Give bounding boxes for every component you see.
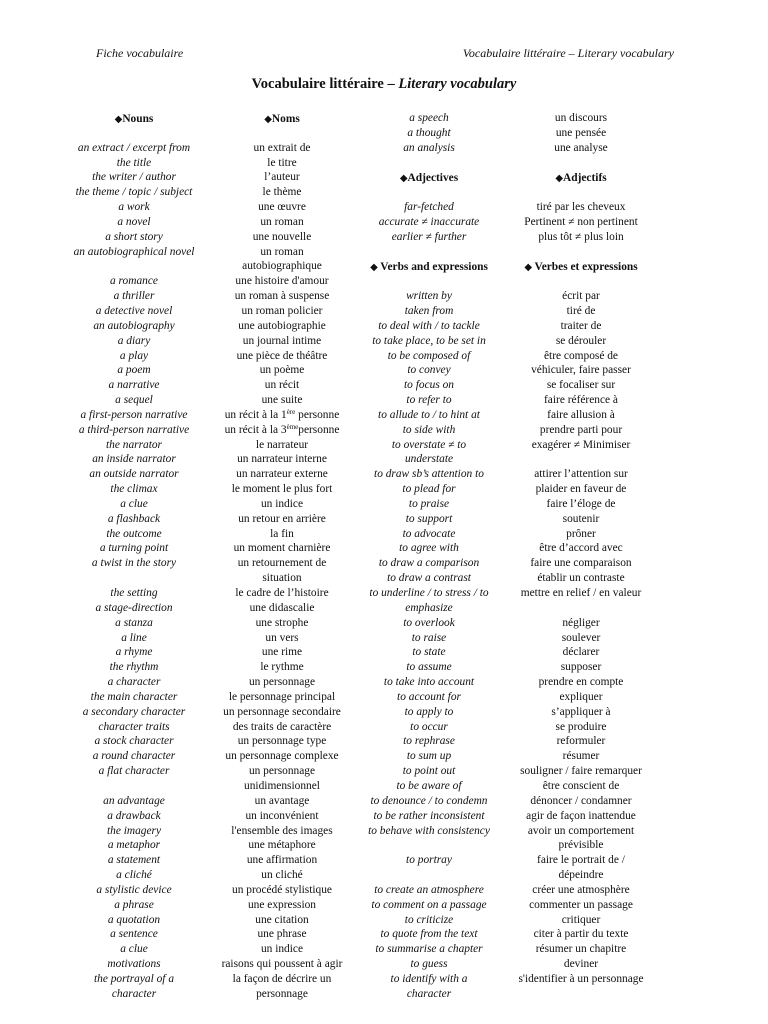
diamond-icon: ◆	[114, 114, 123, 125]
section-heading-text: Verbs and expressions	[380, 261, 488, 274]
vocab-entry: dénoncer / condamner	[530, 794, 632, 807]
vocab-entry: to advocate	[402, 527, 456, 540]
vocab-entry: to take into account	[383, 676, 475, 689]
vocab-entry: to raise	[411, 631, 447, 644]
vocab-entry-pre: un récit à la 1	[224, 408, 287, 421]
spacer	[58, 571, 210, 586]
vocab-entry: to refer to	[406, 394, 452, 407]
vocab-entry: to quote from the text	[380, 928, 478, 941]
vocab-entry: a stylistic device	[96, 883, 172, 896]
vocab-entry: to underline / to stress / to	[369, 587, 489, 599]
vocab-entry: an analysis	[403, 141, 455, 154]
vocab-entry: une didascalie	[249, 601, 315, 614]
vocab-entry: a poem	[117, 364, 151, 377]
vocab-entry: traiter de	[560, 319, 602, 332]
vocab-entry: to rephrase	[403, 735, 455, 748]
vocab-entry: un procédé stylistique	[232, 883, 332, 896]
vocab-entry: faire référence à	[544, 394, 618, 407]
vocab-entry-sup: ème	[286, 422, 299, 431]
vocab-entry: le rythme	[260, 661, 304, 674]
vocab-entry: plus tôt ≠ plus loin	[538, 230, 624, 243]
page-title-main: Vocabulaire littéraire –	[251, 76, 399, 92]
vocab-entry: expliquer	[559, 690, 603, 703]
vocab-entry: le moment le plus fort	[231, 483, 333, 496]
vocab-entry: the climax	[110, 483, 158, 496]
vocab-entry: attirer l’attention sur	[534, 468, 628, 481]
diamond-icon: ◆	[370, 262, 381, 274]
vocab-entry: un narrateur interne	[237, 453, 327, 466]
vocab-entry: a clue	[120, 497, 148, 510]
vocab-entry: exagérer ≠ Minimiser	[531, 438, 631, 451]
vocab-entry: un personnage type	[237, 735, 327, 748]
vocab-entry: soulever	[561, 631, 601, 644]
vocab-entry: une strophe	[255, 616, 309, 629]
vocab-entry: une œuvre	[258, 201, 306, 214]
vocab-entry: une suite	[261, 394, 303, 407]
vocab-entry: a drawback	[107, 809, 161, 822]
section-heading-text: Verbes et expressions	[534, 261, 638, 274]
vocab-entry: un personnage complexe	[225, 750, 339, 763]
spacer	[504, 245, 658, 260]
vocab-entry: to account for	[397, 690, 461, 703]
vocab-entry: écrit par	[562, 290, 600, 303]
vocab-entry: motivations	[107, 958, 161, 971]
vocab-entry: the writer / author	[92, 171, 176, 184]
page-title	[0, 76, 768, 93]
vocab-entry: to overstate ≠ to	[391, 438, 467, 451]
vocab-entry: faire une comparaison	[530, 557, 632, 570]
vocab-entry: un avantage	[254, 794, 310, 807]
vocab-entry: an inside narrator	[92, 453, 176, 466]
vocab-entry: the theme / topic / subject	[75, 186, 193, 199]
vocab-entry: to occur	[410, 720, 448, 733]
vocab-entry: a rhyme	[115, 646, 153, 659]
vocab-entry: l'ensemble des images	[231, 824, 333, 837]
section-heading-text: Adjectifs	[563, 172, 607, 185]
vocab-entry: tiré de	[566, 304, 596, 317]
vocab-entry: a thriller	[113, 290, 155, 303]
section-heading-text: Adjectives	[407, 172, 459, 185]
vocab-entry: emphasize	[405, 601, 453, 614]
vocab-entry: un indice	[260, 943, 304, 956]
vocab-entry: un personnage	[248, 765, 316, 778]
column-nouns-french	[208, 111, 356, 1002]
vocab-entry: the main character	[90, 690, 178, 703]
diamond-icon: ◆	[555, 173, 564, 185]
vocab-entry: être conscient de	[542, 779, 620, 792]
vocab-entry: commenter un passage	[529, 898, 633, 911]
vocab-entry: character	[406, 987, 452, 1000]
vocab-entry: avoir un comportement	[527, 824, 635, 837]
spacer	[356, 156, 502, 171]
vocab-entry: une affirmation	[246, 854, 318, 867]
vocab-entry: prôner	[566, 527, 596, 540]
vocab-entry: accurate ≠ inaccurate	[378, 215, 480, 228]
spacer	[504, 452, 658, 467]
vocab-entry: le personnage principal	[228, 690, 336, 703]
vocab-entry: a clue	[120, 943, 148, 956]
vocab-entry: to side with	[402, 423, 456, 436]
vocab-entry: se focaliser sur	[546, 379, 616, 392]
vocab-entry: a flashback	[107, 512, 161, 525]
vocab-entry: a novel	[117, 215, 151, 228]
vocab-entry: a stanza	[115, 616, 153, 629]
vocab-entry: to agree with	[399, 542, 459, 555]
vocab-entry: une phrase	[257, 928, 307, 941]
vocab-entry: far-fetched	[404, 201, 454, 214]
vocab-entry: to be composed of	[387, 349, 471, 362]
diamond-icon: ◆	[264, 114, 272, 125]
vocab-entry: to draw a comparison	[378, 557, 480, 570]
vocab-entry: une rime	[261, 646, 303, 659]
diamond-icon: ◆	[524, 262, 535, 274]
spacer	[356, 868, 502, 883]
vocab-entry: autobiographique	[242, 260, 322, 273]
vocab-entry: être d’accord avec	[539, 542, 623, 555]
vocab-entry: se produire	[555, 720, 607, 733]
vocab-entry: to be aware of	[396, 779, 462, 792]
vocab-entry: un indice	[260, 497, 304, 510]
vocab-entry: to overlook	[403, 616, 455, 629]
vocab-entry: a diary	[117, 334, 151, 347]
vocab-entry: deviner	[563, 958, 599, 971]
vocab-entry: faire allusion à	[547, 408, 615, 421]
vocab-entry: le thème	[262, 186, 302, 199]
vocab-entry: souligner / faire remarquer	[520, 765, 642, 778]
vocab-entry: a first-person narrative	[80, 408, 188, 421]
vocab-entry: to plead for	[402, 483, 456, 496]
vocab-entry: to focus on	[404, 379, 454, 392]
vocab-entry: to convey	[407, 364, 451, 377]
vocab-entry: une analyse	[554, 141, 608, 154]
vocab-entry: un roman	[260, 215, 304, 228]
header-left: Fiche vocabulaire	[96, 46, 184, 60]
spacer	[356, 245, 502, 260]
vocab-entry: the setting	[110, 587, 158, 599]
section-heading	[356, 170, 502, 200]
vocab-entry: a line	[121, 631, 147, 644]
vocab-entry: the rhythm	[109, 661, 159, 674]
vocab-entry: a metaphor	[107, 839, 161, 852]
vocab-entry: character	[111, 987, 157, 1000]
vocab-entry: un cliché	[261, 869, 303, 882]
vocab-entry: s'identifier à un personnage	[518, 972, 644, 985]
vocab-entry: s’appliquer à	[551, 705, 611, 718]
vocab-entry: la façon de décrire un	[232, 972, 332, 985]
vocab-entry: to draw sb’s attention to	[374, 468, 484, 481]
vocab-entry: un personnage	[248, 676, 316, 689]
vocab-entry: to identify with a	[390, 972, 468, 985]
vocab-entry: a secondary character	[82, 705, 186, 718]
vocab-entry: tiré par les cheveux	[536, 201, 626, 214]
section-heading	[504, 259, 658, 289]
vocab-entry: a character	[107, 676, 161, 689]
vocab-entry: une métaphore	[248, 839, 316, 852]
vocab-entry: un récit	[264, 379, 300, 392]
vocab-entry: une pièce de théâtre	[236, 349, 328, 362]
vocab-entry: critiquer	[561, 913, 601, 926]
vocab-entry: une autobiographie	[238, 319, 326, 332]
vocab-entry: to behave with consistency	[368, 824, 490, 837]
vocab-entry: to draw a contrast	[387, 572, 471, 585]
vocab-entry: an advantage	[103, 794, 165, 807]
vocab-entry: être composé de	[543, 349, 618, 362]
vocab-entry: a flat character	[98, 765, 170, 778]
vocab-entry: to criticize	[404, 913, 454, 926]
vocab-entry: un personnage secondaire	[223, 705, 341, 718]
vocab-entry: se dérouler	[555, 334, 607, 347]
vocab-entry: a statement	[107, 854, 161, 867]
vocab-entry: des traits de caractère	[232, 720, 332, 733]
vocab-entry: un roman policier	[241, 304, 323, 317]
vocab-entry: faire le portrait de /	[537, 854, 625, 867]
vocab-entry: to apply to	[404, 705, 454, 718]
vocab-entry	[208, 408, 356, 423]
diamond-icon: ◆	[399, 173, 408, 185]
vocab-entry: to be rather inconsistent	[373, 809, 485, 822]
vocab-entry: a narrative	[108, 379, 160, 392]
vocab-entry: an autobiographical novel	[73, 245, 195, 258]
section-heading	[58, 111, 210, 141]
spacer	[504, 156, 658, 171]
vocab-entry: written by	[406, 290, 452, 303]
vocab-entry: résumer	[562, 750, 600, 763]
column-adjectives-verbs-french	[504, 111, 658, 987]
vocab-entry: an autobiography	[93, 319, 175, 332]
vocab-entry: a third-person narrative	[78, 423, 190, 436]
vocab-entry: character traits	[98, 720, 170, 733]
vocab-entry: the imagery	[106, 824, 162, 837]
vocab-entry	[208, 423, 356, 438]
vocab-entry: unidimensionnel	[244, 779, 320, 792]
vocab-entry: a speech	[409, 112, 449, 124]
section-heading	[504, 170, 658, 200]
vocab-entry: un poème	[259, 364, 305, 377]
vocab-entry: prendre en compte	[538, 676, 624, 689]
vocab-entry: un roman	[260, 245, 304, 258]
vocab-entry-post: personne	[298, 423, 340, 436]
vocab-entry: une expression	[247, 898, 316, 911]
vocab-entry: un inconvénient	[245, 809, 319, 822]
vocab-entry-pre: un récit à la 3	[224, 423, 287, 436]
vocab-entry: a work	[118, 201, 150, 214]
vocab-entry: une citation	[255, 913, 309, 926]
vocab-entry: prendre parti pour	[539, 423, 623, 436]
vocab-entry: a turning point	[99, 542, 169, 555]
vocab-entry: un journal intime	[242, 334, 322, 347]
spacer	[356, 838, 502, 853]
vocab-entry: faire l’éloge de	[546, 497, 616, 510]
vocab-entry-sup: ère	[286, 407, 296, 416]
vocab-entry: a play	[119, 349, 149, 362]
spacer	[504, 601, 658, 616]
vocab-entry: a short story	[105, 230, 163, 243]
vocab-entry: the outcome	[106, 527, 162, 540]
vocab-entry: dépeindre	[558, 869, 604, 882]
vocab-entry: a phrase	[114, 898, 154, 911]
vocab-entry: un narrateur externe	[236, 468, 328, 481]
section-heading	[208, 111, 356, 141]
vocab-entry: un vers	[265, 631, 299, 644]
vocab-entry: to guess	[410, 958, 448, 971]
vocab-entry: un retournement de	[237, 557, 327, 570]
vocab-entry: a sentence	[110, 928, 158, 941]
vocab-entry: a sequel	[115, 394, 153, 407]
vocab-entry: a twist in the story	[91, 557, 177, 570]
vocab-entry: soutenir	[562, 512, 600, 525]
vocab-entry: to comment on a passage	[371, 898, 487, 911]
vocab-entry: the portrayal of a	[93, 972, 175, 985]
vocab-entry: créer une atmosphère	[532, 883, 630, 896]
spacer	[58, 259, 210, 274]
vocab-entry: to deal with / to tackle	[378, 319, 480, 332]
vocab-entry: la fin	[270, 527, 294, 540]
vocab-entry: to praise	[408, 497, 450, 510]
vocab-entry: le cadre de l’histoire	[235, 587, 329, 599]
vocab-entry: a round character	[92, 750, 176, 763]
vocab-entry: une histoire d'amour	[235, 275, 329, 288]
vocab-entry: véhiculer, faire passer	[531, 364, 631, 377]
vocab-entry: to support	[405, 512, 453, 525]
vocab-entry: un discours	[554, 112, 608, 124]
vocab-entry: supposer	[560, 661, 602, 674]
vocab-entry: to denounce / to condemn	[370, 794, 488, 807]
vocab-entry: prévisible	[558, 839, 604, 852]
vocab-entry: l’auteur	[264, 171, 300, 184]
vocab-entry: un extrait de	[253, 141, 311, 154]
vocab-entry: Pertinent ≠ non pertinent	[524, 215, 638, 228]
vocab-entry: an outside narrator	[89, 468, 179, 481]
vocab-entry: earlier ≠ further	[391, 230, 467, 243]
vocab-entry: mettre en relief / en valeur	[520, 587, 642, 599]
vocab-entry: a romance	[110, 275, 158, 288]
vocab-entry: to state	[412, 646, 446, 659]
section-heading-text: Nouns	[122, 113, 154, 125]
vocab-entry: to assume	[406, 661, 452, 674]
vocab-entry: reformuler	[556, 735, 606, 748]
vocab-entry: personnage	[256, 987, 308, 1000]
vocab-entry: résumer un chapitre	[535, 943, 627, 956]
vocab-entry: raisons qui poussent à agir	[221, 958, 343, 971]
vocab-entry: établir un contraste	[537, 572, 625, 585]
vocab-entry: situation	[262, 572, 302, 585]
vocab-entry: une pensée	[555, 126, 607, 139]
vocab-entry: déclarer	[562, 646, 600, 659]
vocab-entry: understate	[404, 453, 454, 466]
column-nouns-english	[58, 111, 210, 1002]
vocab-entry: an extract / excerpt from	[77, 141, 191, 154]
vocab-entry: le narrateur	[255, 438, 309, 451]
vocab-entry-post: personne	[295, 408, 340, 421]
vocab-entry: a quotation	[107, 913, 161, 926]
vocab-entry: agir de façon inattendue	[526, 809, 636, 822]
vocab-entry: négliger	[562, 616, 600, 629]
vocab-entry: to take place, to be set in	[372, 334, 486, 347]
vocab-entry: un moment charnière	[233, 542, 331, 555]
column-adjectives-verbs-english	[356, 111, 502, 1002]
vocab-entry: taken from	[404, 304, 454, 317]
vocab-entry: the narrator	[105, 438, 162, 451]
vocab-entry: a thought	[407, 126, 451, 139]
vocab-entry: a detective novel	[95, 304, 173, 317]
vocab-entry: to portray	[406, 854, 452, 867]
vocab-entry: the title	[116, 156, 152, 169]
vocab-entry: to allude to / to hint at	[378, 408, 480, 421]
spacer	[58, 779, 210, 794]
vocab-entry: to summarise a chapter	[375, 943, 483, 956]
vocab-entry: to create an atmosphere	[374, 883, 484, 896]
vocab-entry: un roman à suspense	[234, 290, 330, 303]
vocab-entry: to sum up	[406, 750, 452, 763]
vocab-entry: a cliché	[116, 869, 152, 882]
vocab-entry: a stock character	[94, 735, 174, 748]
vocab-entry: une nouvelle	[252, 230, 312, 243]
vocab-entry: le titre	[267, 156, 297, 169]
vocab-entry: plaider en faveur de	[535, 483, 627, 496]
vocab-entry: to point out	[402, 765, 456, 778]
page-title-italic: Literary vocabulary	[398, 76, 517, 92]
vocab-entry: a stage-direction	[95, 601, 173, 614]
header-right: Vocabulaire littéraire – Literary vocabulary	[462, 46, 674, 60]
section-heading	[356, 259, 502, 289]
vocab-entry: un retour en arrière	[238, 512, 326, 525]
section-heading-text: Noms	[271, 113, 300, 125]
vocab-entry: citer à partir du texte	[533, 928, 629, 941]
